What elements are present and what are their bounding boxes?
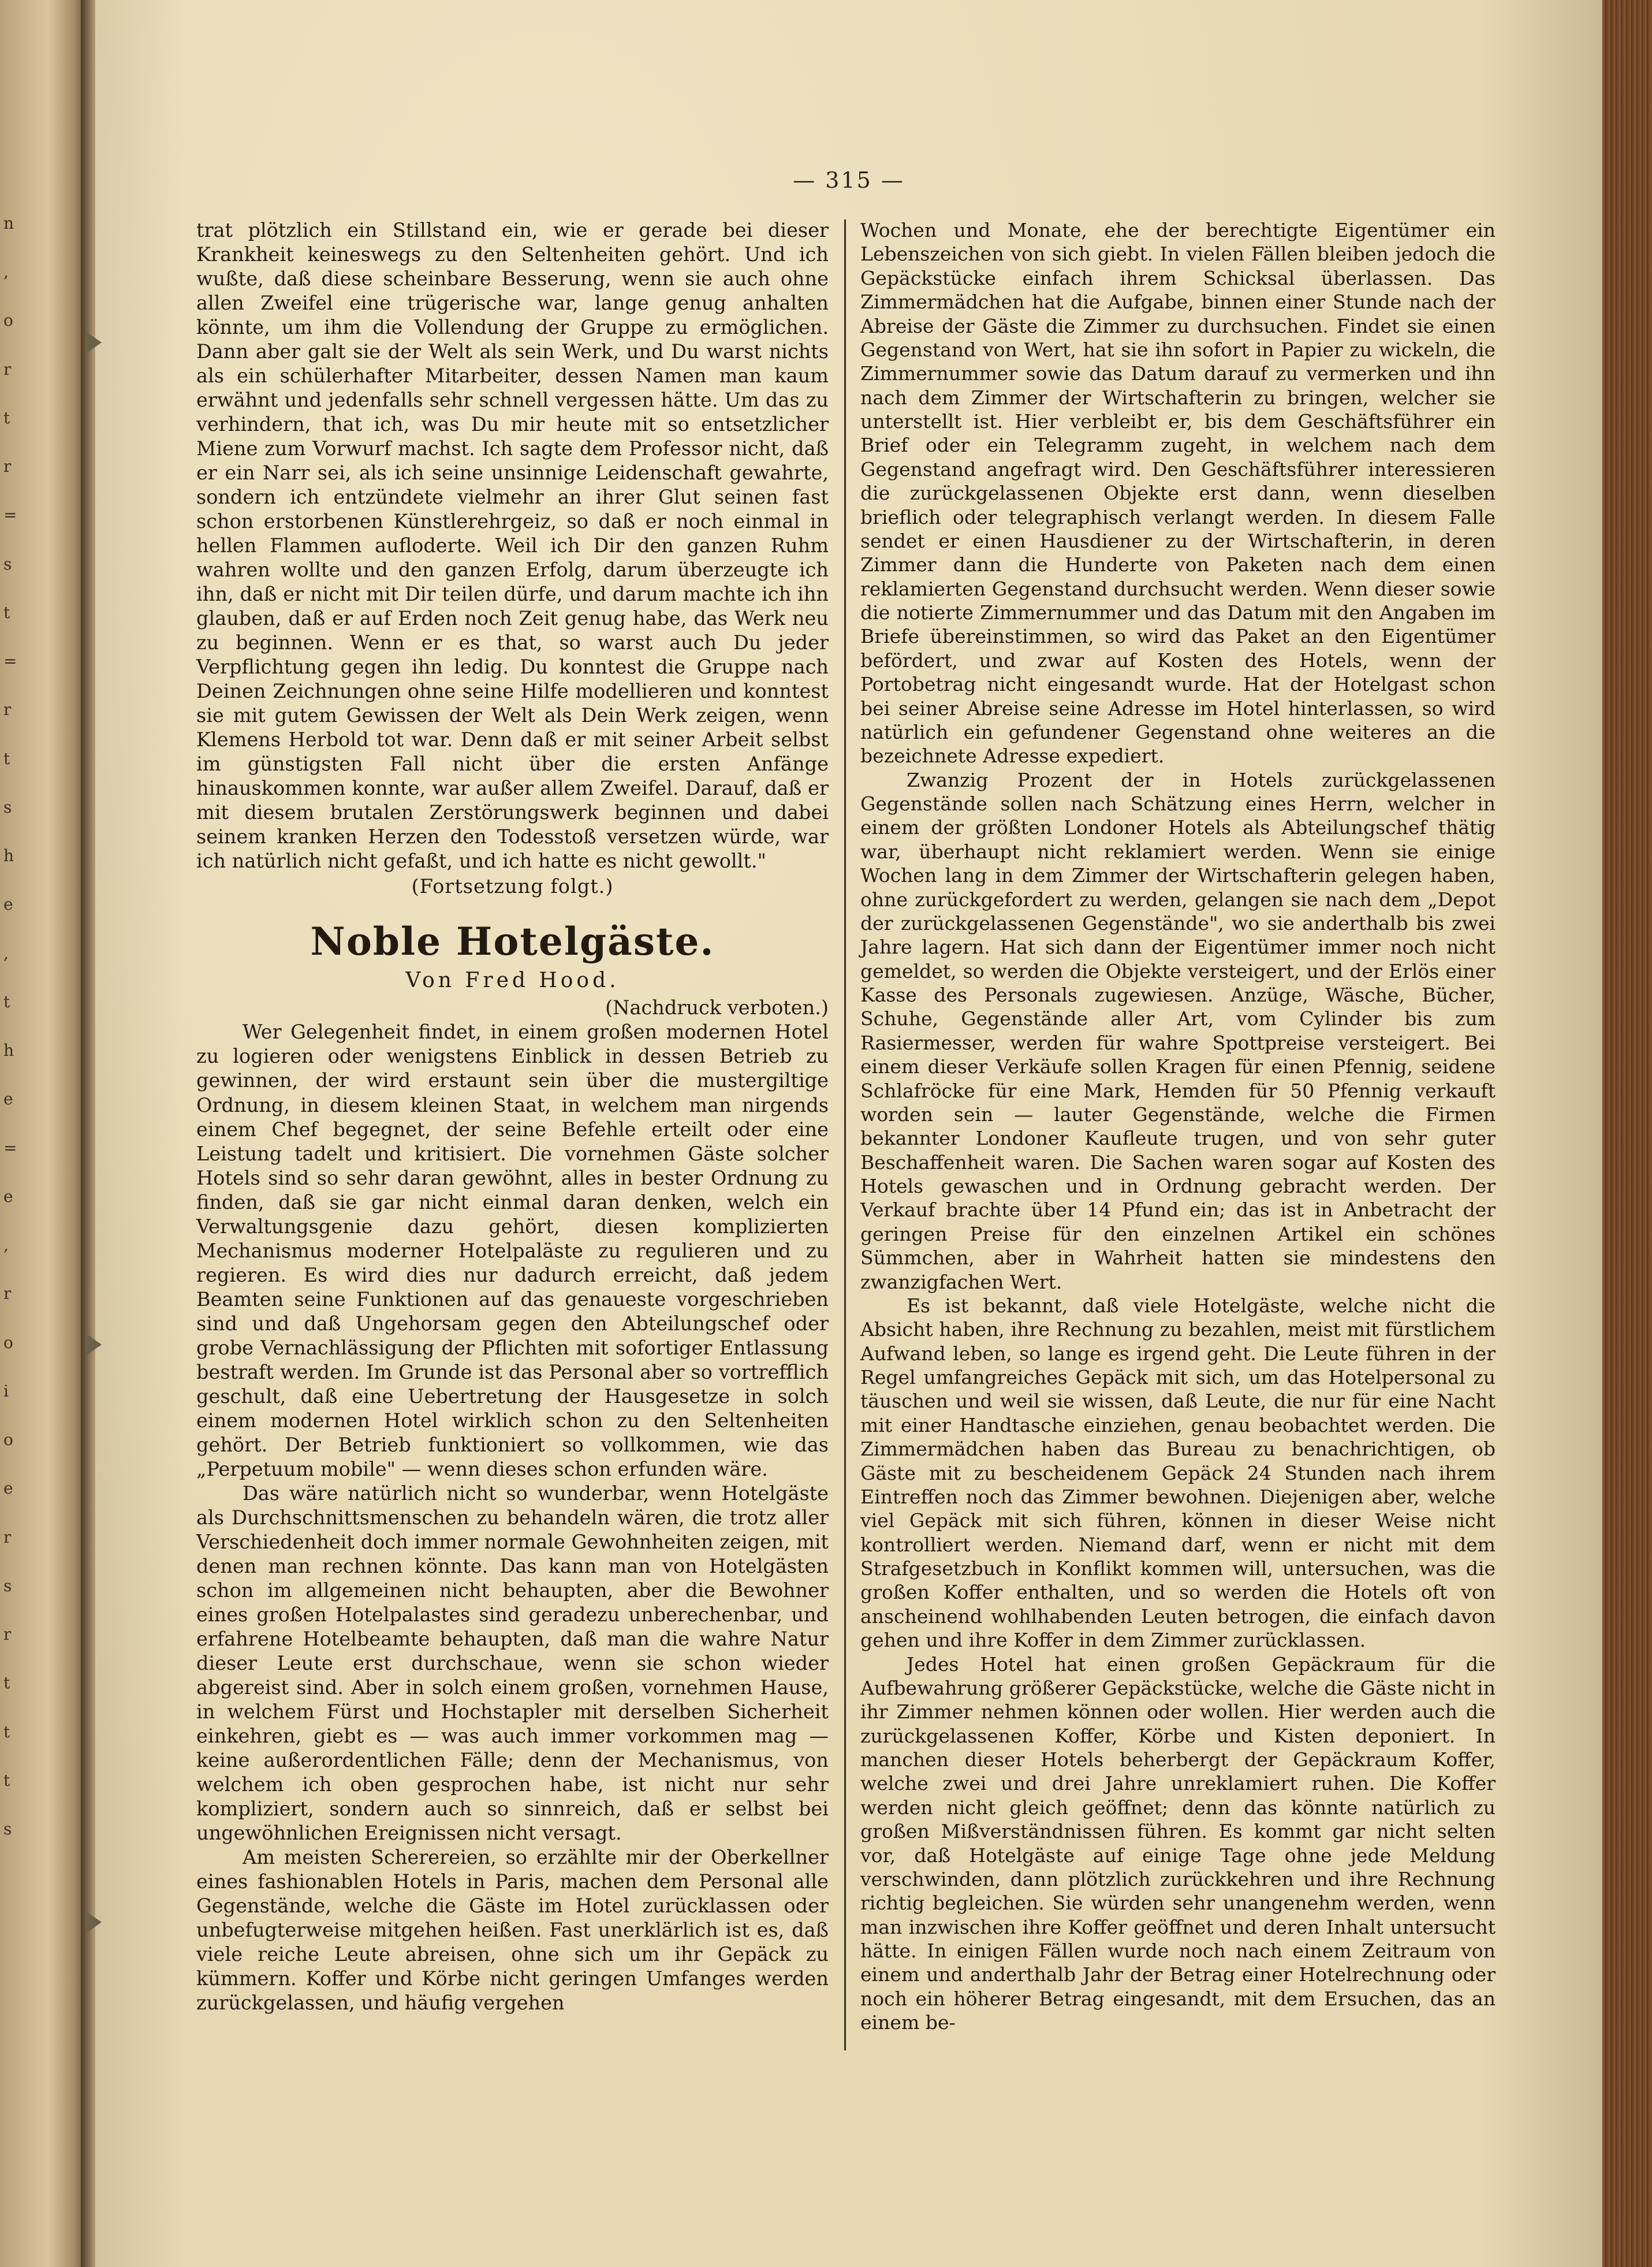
column-divider: [844, 219, 846, 2050]
facing-page-letter: t: [3, 408, 10, 427]
facing-page-letters: [1, 0, 24, 2267]
facing-page-letter: n: [3, 214, 14, 233]
facing-page-letter: ,: [3, 1235, 9, 1255]
facing-page-letter: r: [3, 1625, 12, 1644]
facing-page-letter: s: [3, 1819, 12, 1838]
arrow-marker-icon: [87, 1912, 102, 1933]
facing-page-letter: ,: [3, 262, 9, 281]
facing-page-letter: e: [3, 895, 13, 914]
facing-page-letter: r: [3, 700, 12, 719]
facing-page-letter: s: [3, 1576, 12, 1595]
facing-page-letter: =: [3, 505, 17, 524]
facing-page-letter: =: [3, 1138, 17, 1157]
facing-page-letter: t: [3, 992, 10, 1011]
article-paragraph: Zwanzig Prozent der in Hotels zurückgelassenen Gegenstände sollen nach Schätzung eines Herrn, welcher in einem der größten Londoner Hotels als Abteilungschef thätig war, überhaupt nicht reklamiert werden. Wenn sie einige Wochen lang in dem Zimmer der Wirtschafterin gelegen haben, ohne zurückgefordert zu werden, gelangen sie nach dem „Depot der zurückgelassenen Gegenstände", wo sie anderthalb bis zwei Jahre lagern. Hat sich dann der Eigentümer immer noch nicht gemeldet, so werden die Objekte versteigert, und der Erlös einer Kasse des Personals zugewiesen. Anzüge, Wäsche, Bücher, Schuhe, Gegenstände aller Art, vom Cylinder bis zum Rasiermesser, werden für wahre Spottpreise versteigert. Bei einem dieser Verkäufe sollen Kragen für einen Pfennig, seidene Schlafröcke für eine Mark, Hemden für 50 Pfennig verkauft worden sein — lauter Gegenstände, welche die Firmen bekannter Londoner Kaufleute trugen, und von sehr guter Beschaffenheit waren. Die Sachen waren sogar auf Kosten des Hotels gewaschen und in Ordnung gebracht werden. Der Verkauf brachte über 14 Pfund ein; das ist in Anbetracht der geringen Preise für den einzelnen Artikel ein schönes Sümmchen, aber in Wahrheit hatten sie mindestens den zwanzigfachen Wert.: [860, 768, 1496, 1293]
facing-page-letter: t: [3, 1722, 10, 1741]
continuation-note: (Fortsetzung folgt.): [411, 875, 614, 898]
facing-page-letter: s: [3, 554, 12, 574]
facing-page-letter: r: [3, 360, 12, 379]
reprint-note: (Nachdruck verboten.): [605, 996, 829, 1019]
book-binding-edge: [1602, 0, 1652, 2267]
article-paragraph: Das wäre natürlich nicht so wunderbar, wenn Hotelgäste als Durchschnittsmenschen zu behandeln wären, die trotz aller Verschiedenheit doch immer normale Gewohnheiten zeigen, mit denen man rechnen könnte. Das kann man von Hotelgästen schon im allgemeinen nicht behaupten, aber die Bewohner eines großen Hotelpalastes sind geradezu unberechenbar, und erfahrene Hotelbeamte behaupten, daß man die wahre Natur dieser Leute erst durchschaue, wenn sie schon wieder abgereist sind. Aber in solch einem großen, vornehmen Hause, in welchem Fürst und Hochstapler mit derselben Sicherheit einkehren, giebt es — was auch immer vorkommen mag — keine außerordentlichen Fälle; denn der Mechanismus, von welchem ich oben gesprochen habe, ist nicht nur sehr kompliziert, sondern auch so sinnreich, daß er selbst bei ungewöhnlichen Ereignissen nicht versagt.: [196, 1481, 829, 1844]
facing-page-letter: o: [3, 311, 13, 330]
facing-page-letter: h: [3, 1041, 14, 1060]
arrow-marker-icon: [87, 332, 102, 353]
story-ending-text: trat plötzlich ein Stillstand ein, wie er gerade bei dieser Krankheit keineswegs zu den Seltenheiten gehört. Und ich wußte, daß diese scheinbare Besserung, wenn sie auch ohne allen Zweifel eine trügerische war, lange genug anhalten könnte, um ihm die Vollendung der Gruppe zu ermöglichen. Dann aber galt sie der Welt als sein Werk, und Du warst nichts als ein schülerhafter Mitarbeiter, dessen Namen man kaum erwähnt und jedenfalls sehr schnell vergessen hätte. Um das zu verhindern, that ich, was Du mir heute mit so entsetzlicher Miene zum Vorwurf machst. Ich sagte dem Professor nicht, daß er ein Narr sei, als ich seine unsinnige Leidenschaft gewahrte, sondern ich entzündete vielmehr an ihrer Glut seinen fast schon erstorbenen Künstlerehrgeiz, so daß er noch einmal in hellen Flammen aufloderte. Weil ich Dir den ganzen Ruhm wahren wollte und den ganzen Erfolg, darum überzeugte ich ihn, daß er nicht mit Dir teilen dürfe, und darum machte ich ihn glauben, daß er auf Erden noch Zeit genug habe, das Werk neu zu beginnen. Wenn er es that, so warst auch Du jeder Verpflichtung gegen ihn ledig. Du konntest die Gruppe nach Deinen Zeichnungen ohne seine Hilfe modellieren und konntest sie mit gutem Gewissen der Welt als Dein Werk zeigen, wenn Klemens Herbold tot war. Denn daß er mit seiner Arbeit selbst im günstigsten Fall nicht über die ersten Anfänge hinauskommen konnte, war außer allem Zweifel. Darauf, daß er mit diesem brutalen Zerstörungswerk beginnen und dabei seinem kranken Herzen den Todesstoß versetzen würde, war ich natürlich nicht gefaßt, und ich hatte es nicht gewollt.": [196, 219, 829, 873]
facing-page-letter: t: [3, 1673, 10, 1692]
facing-page-letter: i: [3, 1382, 9, 1401]
arrow-marker-icon: [87, 1334, 102, 1355]
article-paragraph: Wer Gelegenheit findet, in einem großen modernen Hotel zu logieren oder wenigstens Einblick in dessen Betrieb zu gewinnen, der wird erstaunt sein über die mustergiltige Ordnung, in diesem kleinen Staat, in welchem man nirgends einem Chef begegnet, der seine Befehle erteilt oder eine Leistung tadelt und kritisiert. Die vornehmen Gäste solcher Hotels sind so sehr daran gewöhnt, alles in bester Ordnung zu finden, daß sie gar nicht einmal daran denken, welch ein Verwaltungsgenie dazu gehört, diesen komplizierten Mechanismus moderner Hotelpaläste zu regulieren und zu regieren. Es wird dies nur dadurch erreicht, daß jedem Beamten seine Funktionen auf das genaueste vorgeschrieben sind und daß Ungehorsam gegen den Abteilungschef oder grobe Vernachlässigung der Pflichten mit sofortiger Entlassung bestraft werden. Im Grunde ist das Personal aber so vortrefflich geschult, daß eine Uebertretung der Hausgesetze in solch einem modernen Hotel wirklich schon zu den Seltenheiten gehört. Der Betrieb funktioniert so vollkommen, wie das „Perpetuum mobile" — wenn dieses schon erfunden wäre.: [196, 1021, 829, 1480]
article-paragraph: Jedes Hotel hat einen großen Gepäckraum für die Aufbewahrung größerer Gepäckstücke, welche die Gäste nicht in ihr Zimmer nehmen können oder wollen. Hier werden auch die zurückgelassenen Koffer, Körbe und Kisten deponiert. In manchen dieser Hotels beherbergt der Gepäckraum Koffer, welche zwei und drei Jahre unreklamiert ruhen. Die Koffer werden nicht gleich geöffnet; denn das könnte natürlich zu großen Mißverständnissen führen. Es kommt gar nicht selten vor, daß Hotelgäste auf einige Tage ohne jede Meldung verschwinden, dann plötzlich zurückkehren und ihre Rechnung richtig begleichen. Sie würden sehr unangenehm werden, wenn man inzwischen ihre Koffer geöffnet und deren Inhalt untersucht hätte. In einigen Fällen wurde noch nach einem Zeitraum von einem und anderthalb Jahr der Betrag einer Hotelrechnung oder noch ein höherer Betrag eingesandt, mit dem Ersuchen, das an einem be-: [860, 1652, 1496, 2034]
facing-page-letter: t: [3, 603, 10, 622]
facing-page-letter: e: [3, 1187, 13, 1206]
article-paragraph: Es ist bekannt, daß viele Hotelgäste, welche nicht die Absicht haben, ihre Rechnung zu bezahlen, meist mit fürstlichem Aufwand leben, so lange es irgend geht. Die Leute führen in der Regel umfangreiches Gepäck mit sich, um das Hotelpersonal zu täuschen und weil sie wissen, daß Leute, die nur für eine Nacht mit einer Handtasche einziehen, genau beobachtet werden. Die Zimmermädchen haben das Bureau zu benachrichtigen, ob Gäste mit zu bescheidenem Gepäck 24 Stunden nach ihrem Eintreffen noch das Zimmer bewohnen. Diejenigen aber, welche viel Gepäck mit sich führen, können in dieser Weise nicht kontrolliert werden. Niemand darf, wenn er nicht mit dem Strafgesetzbuch in Konflikt kommen will, untersuchen, was die großen Koffer enthalten, und so werden die Hotels oft von anscheinend wohlhabenden Leuten betrogen, die einfach davon gehen und ihre Koffer in dem Zimmer zurücklassen.: [860, 1294, 1496, 1652]
facing-page-letter: h: [3, 846, 14, 865]
facing-page-edge: [0, 0, 87, 2267]
facing-page-letter: e: [3, 1479, 13, 1498]
facing-page-letter: r: [3, 1528, 12, 1547]
facing-page-letter: s: [3, 798, 12, 817]
facing-page-letter: ,: [3, 944, 9, 963]
page-number: — 315 —: [793, 167, 905, 193]
right-column: [860, 218, 1496, 2055]
facing-page-letter: o: [3, 1430, 13, 1449]
article-paragraph: Wochen und Monate, ehe der berechtigte Eigentümer ein Lebenszeichen von sich giebt. In vielen Fällen bleiben jedoch die Gepäckstücke einfach ihrem Schicksal überlassen. Das Zimmermädchen hat die Aufgabe, binnen einer Stunde nach der Abreise der Gäste die Zimmer zu durchsuchen. Findet sie einen Gegenstand von Wert, hat sie ihn sofort in Papier zu wickeln, die Zimmernummer sowie das Datum darauf zu vermerken und ihn nach dem Zimmer der Wirtschafterin zu bringen, welcher sie unterstellt ist. Hier verbleibt er, bis dem Geschäftsführer ein Brief oder ein Telegramm zugeht, in welchem nach dem Gegenstand angefragt wird. Den Geschäftsführer interessieren die zurückgelassenen Objekte erst dann, wenn dieselben brieflich oder telegraphisch verlangt werden. In diesem Falle sendet er einen Hausdiener zu der Wirtschafterin, in deren Zimmer dann die Hunderte von Paketen nach dem einen reklamierten Gegenstand durchsucht werden. Wenn dieser sowie die notierte Zimmernummer und das Datum mit den Angaben im Briefe übereinstimmen, so wird das Paket an den Eigentümer befördert, und zwar auf Kosten des Hotels, wenn der Portobetrag nicht eingesandt wurde. Hat der Hotelgast schon bei seiner Abreise seine Adresse im Hotel hinterlassen, so wird natürlich ein gefundener Gegenstand ohne weiteres an die bezeichnete Adresse expediert.: [860, 219, 1496, 768]
facing-page-letter: o: [3, 1333, 13, 1352]
article-author: Von Fred Hood.: [405, 969, 620, 993]
facing-page-letter: t: [3, 1771, 10, 1790]
article-title: Noble Hotelgäste.: [310, 919, 715, 965]
left-column: [196, 218, 829, 2055]
facing-page-letter: e: [3, 1089, 13, 1108]
facing-page-letter: t: [3, 749, 10, 768]
article-paragraph: Am meisten Scherereien, so erzählte mir der Oberkellner eines fashionablen Hotels in Paris, machen dem Personal alle Gegenstände, welche die Gäste im Hotel zurücklassen oder unbefugterweise mitgehen heißen. Fast unerklärlich ist es, daß viele reiche Leute abreisen, ohne sich um ihr Gepäck zu kümmern. Koffer und Körbe nicht geringen Umfanges werden zurückgelassen, und häufig vergehen: [196, 1845, 829, 2015]
facing-page-letter: r: [3, 1284, 12, 1303]
facing-page-letter: r: [3, 457, 12, 476]
facing-page-letter: =: [3, 652, 17, 671]
